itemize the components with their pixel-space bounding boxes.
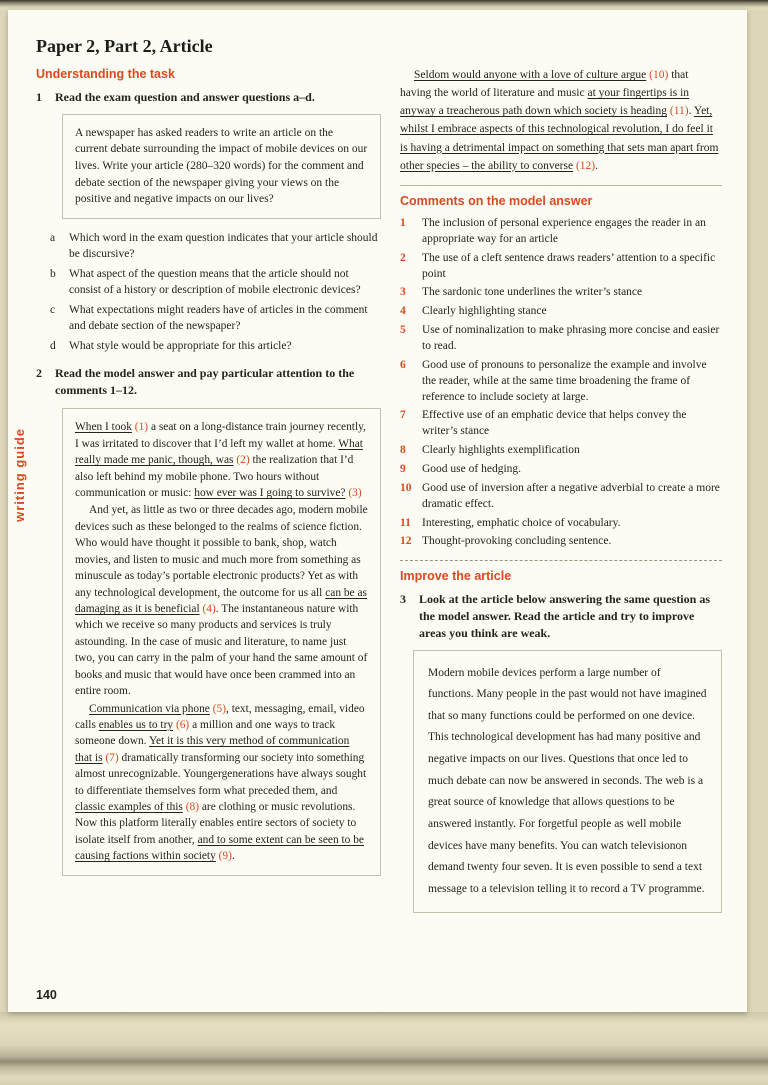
comment-text: Use of nominalization to make phrasing more concise and easier to read. <box>422 324 720 352</box>
comment-item-7 <box>400 408 722 440</box>
weak-article-box <box>413 650 722 914</box>
exercise-3-instruction: Look at the article below answering the same question as the model answer. Read the article and try to improve areas you think are weak. <box>419 592 710 640</box>
comment-text: Effective use of an emphatic device that helps convey the writer’s stance <box>422 409 687 438</box>
section-heading-improve-the-article: Improve the article <box>400 569 512 584</box>
scan-top-edge <box>0 0 768 10</box>
page-number: 140 <box>36 988 57 1002</box>
section-heading-comments: Comments on the model answer <box>400 193 593 208</box>
comment-number: 10 <box>400 481 412 494</box>
question-text: What style would be appropriate for this article? <box>69 340 292 353</box>
exercise-3-number: 3 <box>400 592 406 607</box>
question-item-d <box>50 339 381 355</box>
comment-number: 1 <box>400 216 406 229</box>
divider <box>400 185 722 186</box>
weak-article-text: Modern mobile devices perform a large number of functions. Many people in the past would not have imagined that so many functions could be performed on one device. This technological development has had many positive and negative impacts on our lives. Questions that once led to much debate can now be answered in seconds. The web is a great source of knowledge that allows questions to be answered instantly. For forgetful people as well mobile devices have many benefits. You can watch televisionon demand twenty four seven. It is even possible to send a text message to a television telling it to record a TV programme. <box>428 666 707 895</box>
comment-text: The inclusion of personal experience engages the reader in an appropriate way for an article <box>422 216 706 245</box>
model-answer-continuation <box>400 66 722 175</box>
question-letter: c <box>50 304 56 317</box>
comment-text: Clearly highlights exemplification <box>422 444 580 457</box>
comment-number: 6 <box>400 358 406 371</box>
exercise-2-number: 2 <box>36 365 42 380</box>
comment-text: Good use of pronouns to personalize the example and involve the reader, while at the same time broadening the frame of reference to include society at large. <box>422 358 707 403</box>
comment-item-12 <box>400 534 722 550</box>
comment-item-1 <box>400 216 722 248</box>
textbook-page <box>8 10 747 1012</box>
comment-number: 3 <box>400 286 406 299</box>
question-letter: a <box>50 232 56 245</box>
comment-text: Thought-provoking concluding sentence. <box>422 535 612 548</box>
divider <box>400 560 722 561</box>
comment-item-10 <box>400 481 722 513</box>
question-item-a <box>50 231 381 262</box>
exercise-1-number: 1 <box>36 90 42 104</box>
question-letter: d <box>50 340 56 353</box>
model-answer-paragraph: Seldom would anyone with a love of culture argue (10) that having the world of literature and music at your fingertips is in anyway a treacherous path down which society is heading (11). Yet, whilst I embrace aspects of this technological revolution, I do feel it is having a detrimental impact on something that sets man apart from other species – the ability to converse (12). <box>400 69 719 172</box>
exam-question-box <box>62 114 381 219</box>
question-item-c <box>50 303 381 334</box>
comment-item-11 <box>400 516 722 532</box>
model-answer-box <box>62 408 381 875</box>
exercise-2-instruction: Read the model answer and pay particular attention to the comments 1–12. <box>55 365 355 397</box>
question-text: What aspect of the question means that the article should not consist of a history or description of mobile electronic devices? <box>69 268 361 296</box>
exercise-1-instruction: Read the exam question and answer questions a–d. <box>55 90 315 104</box>
comment-item-2 <box>400 251 722 283</box>
comment-number: 2 <box>400 251 406 264</box>
writing-guide-sidebar-label: writing guide <box>12 428 27 522</box>
comment-text: Good use of hedging. <box>422 462 522 475</box>
exercise-2 <box>36 365 381 399</box>
scan-bottom-fold <box>0 1012 768 1085</box>
question-text: Which word in the exam question indicates that your article should be discursive? <box>69 232 378 260</box>
question-letter: b <box>50 268 56 281</box>
comment-item-4 <box>400 304 722 320</box>
comment-number: 9 <box>400 462 406 475</box>
exercise-1 <box>36 89 381 106</box>
comment-number: 5 <box>400 324 406 337</box>
comment-text: The sardonic tone underlines the writer’s stance <box>422 286 643 299</box>
model-answer-paragraph: When I took (1) a seat on a long-distance train journey recently, I was irritated to discover that I’d left my wallet at home. What really made me panic, though, was (2) the realization that I’d also left behind my mobile phone. Two hours without communication or music: how ever was I going to survive? (3) <box>75 421 366 500</box>
model-answer-paragraph: Communication via phone (5), text, messaging, email, video calls enables us to try (6) a million and one ways to track someone down. Yet it is this very method of communication that is (7) dramatically transforming our society into something almost unrecognizable. Youngergenerations have always sought to differentiate themselves form what preceded them, and classic examples of this (8) are clothing or music revolutions. Now this platform literally enables entire sectors of society to isolate itself from another, and to some extent can be seen to be causing factions within society (9). <box>75 702 367 863</box>
comment-item-9 <box>400 462 722 478</box>
comment-text: The use of a cleft sentence draws readers’ attention to a specific point <box>422 251 716 280</box>
comment-item-3 <box>400 285 722 301</box>
comment-item-8 <box>400 443 722 459</box>
right-column <box>400 66 722 913</box>
exercise-3 <box>400 591 722 641</box>
comment-number: 12 <box>400 535 412 548</box>
question-item-b <box>50 267 381 298</box>
comment-item-5 <box>400 323 722 355</box>
comment-text: Clearly highlighting stance <box>422 305 547 318</box>
question-text: What expectations might readers have of articles in the comment and debate section of the newspaper? <box>69 304 368 332</box>
comment-number: 11 <box>400 516 411 529</box>
comment-number: 8 <box>400 444 406 457</box>
section-heading-understanding-the-task: Understanding the task <box>36 67 175 81</box>
comment-text: Interesting, emphatic choice of vocabulary. <box>422 516 621 529</box>
comment-item-6 <box>400 358 722 406</box>
comment-number: 7 <box>400 409 406 422</box>
left-column <box>36 36 381 876</box>
exam-question-text: A newspaper has asked readers to write an article on the current debate surrounding the impact of mobile devices on our lives. Write your article (280–320 words) for the comment and debate section of the newspaper giving your views on the positive and negative impacts on our lives? <box>75 126 368 206</box>
comment-text: Good use of inversion after a negative adverbial to create a more dramatic effect. <box>422 481 720 510</box>
comment-number: 4 <box>400 305 406 318</box>
page-title: Paper 2, Part 2, Article <box>36 36 213 56</box>
model-answer-paragraph: And yet, as little as two or three decades ago, modern mobile devices such as these belonged to the realms of science fiction. Who would have thought it possible to bank, shop, watch movies, and listen to music and much more from something as minuscule as today’s portable electronic products? Yet as with any technological development, the outcome for us all can be as damaging as it is beneficial (4). The instantaneous nature with which we receive so many products and services is truly astounding. In the case of music and literature, to name just two, you can carry in the palm of your hand the same amount of books and music that would have once been crammed into an entire room. <box>75 504 368 698</box>
